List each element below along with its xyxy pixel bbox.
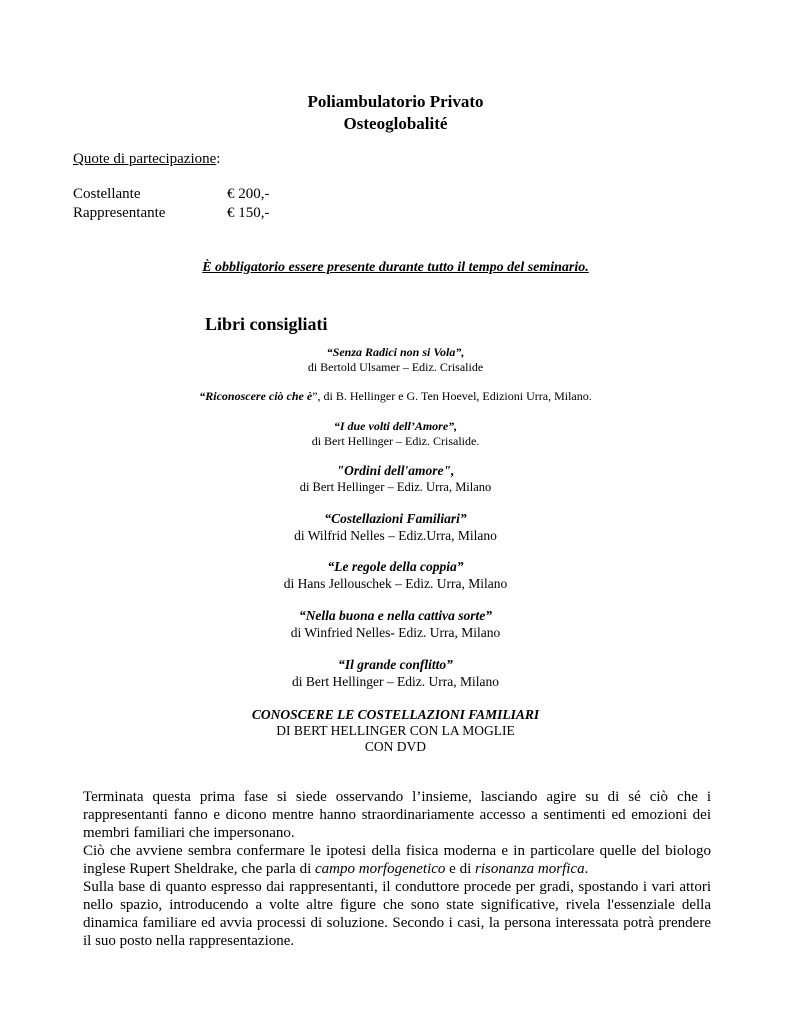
book-author: di Bertold Ulsamer – Ediz. Crisalide	[307, 360, 484, 374]
clinic-subtitle: Osteoglobalité	[343, 114, 448, 133]
book-entry	[0, 510, 791, 544]
featured-book-title: CONOSCERE LE COSTELLAZIONI FAMILIARI	[251, 707, 540, 722]
body-paragraph-3: Sulla base di quanto espresso dai rappresentanti, il conduttore procede per gradi, spostando i vari attori nello spazio, introducendo a volte altre figure che sono state significative, rivela l'essenziale della dinamica familiare ed avvia processi di soluzione. Secondo i casi, la persona interessata potrà prendere il suo posto nella rappresentazione.	[83, 879, 711, 949]
book-author: ”, di B. Hellinger e G. Ten Hoevel, Edizioni Urra, Milano.	[312, 389, 592, 403]
fees-label	[73, 151, 220, 168]
featured-book	[0, 707, 791, 755]
book-title: “Le regole della coppia”	[327, 559, 464, 574]
book-entry	[0, 345, 791, 375]
term-morphic-resonance: risonanza morfica	[474, 861, 585, 877]
book-entry	[0, 462, 791, 496]
book-author: di Bert Hellinger – Ediz. Crisalide.	[311, 434, 480, 448]
book-author: di Hans Jellouschek – Ediz. Urra, Milano	[283, 576, 508, 591]
book-title: “Senza Radici non si Vola”,	[326, 345, 465, 359]
book-title: “Il grande conflitto”	[338, 657, 453, 672]
fee-role: Costellante	[73, 186, 141, 202]
fees-label-colon: :	[216, 151, 221, 167]
fee-amount: € 200,-	[227, 186, 270, 202]
featured-book-line2: DI BERT HELLINGER CON LA MOGLIE	[276, 723, 515, 738]
book-entry	[0, 656, 791, 690]
fees-label-text: Quote di partecipazione	[73, 151, 217, 167]
book-entry	[0, 558, 791, 592]
book-author: di Wilfrid Nelles – Ediz.Urra, Milano	[294, 528, 497, 543]
body-text	[83, 788, 711, 950]
books-heading: Libri consigliati	[205, 314, 328, 334]
book-author: di Bert Hellinger – Ediz. Urra, Milano	[292, 674, 499, 689]
fee-role: Rappresentante	[73, 205, 166, 221]
body-text-span: .	[584, 861, 589, 877]
book-entry	[0, 419, 791, 449]
body-paragraph-2	[83, 842, 711, 878]
clinic-name: Poliambulatorio Privato	[307, 92, 484, 111]
featured-book-line3: CON DVD	[364, 739, 427, 754]
body-text-span: e di	[445, 861, 475, 877]
book-entry	[0, 607, 791, 641]
book-title: “Riconoscere ciò che è	[199, 389, 313, 403]
attendance-notice: È obbligatorio essere presente durante tutto il tempo del seminario.	[202, 260, 589, 275]
book-title: “Costellazioni Familiari”	[324, 511, 467, 526]
fee-amount: € 150,-	[227, 205, 270, 221]
fee-row-rappresentante	[73, 205, 270, 222]
book-author: di Bert Hellinger – Ediz. Urra, Milano	[299, 480, 492, 494]
body-text-span: Ciò che avviene sembra confermare le ipotesi della fisica moderna e in particolare quelle del biologo inglese Rupert Sheldrake, che parla di	[83, 843, 711, 877]
term-morphogenetic-field: campo morfogenetico	[315, 861, 446, 877]
book-title: “Nella buona e nella cattiva sorte”	[298, 608, 493, 623]
book-title: "Ordini dell'amore",	[336, 463, 455, 478]
fee-row-costellante	[73, 186, 270, 203]
body-paragraph-1: Terminata questa prima fase si siede osservando l’insieme, lasciando agire su di sé ciò che i rappresentanti fanno e dicono mentre hanno straordinariamente accesso a sentimenti ed emozioni dei membri familiari che impersonano.	[83, 789, 711, 841]
book-entry-inline	[0, 389, 791, 404]
book-title: “I due volti dell’Amore”,	[333, 419, 458, 433]
book-author: di Winfried Nelles- Ediz. Urra, Milano	[290, 625, 501, 640]
